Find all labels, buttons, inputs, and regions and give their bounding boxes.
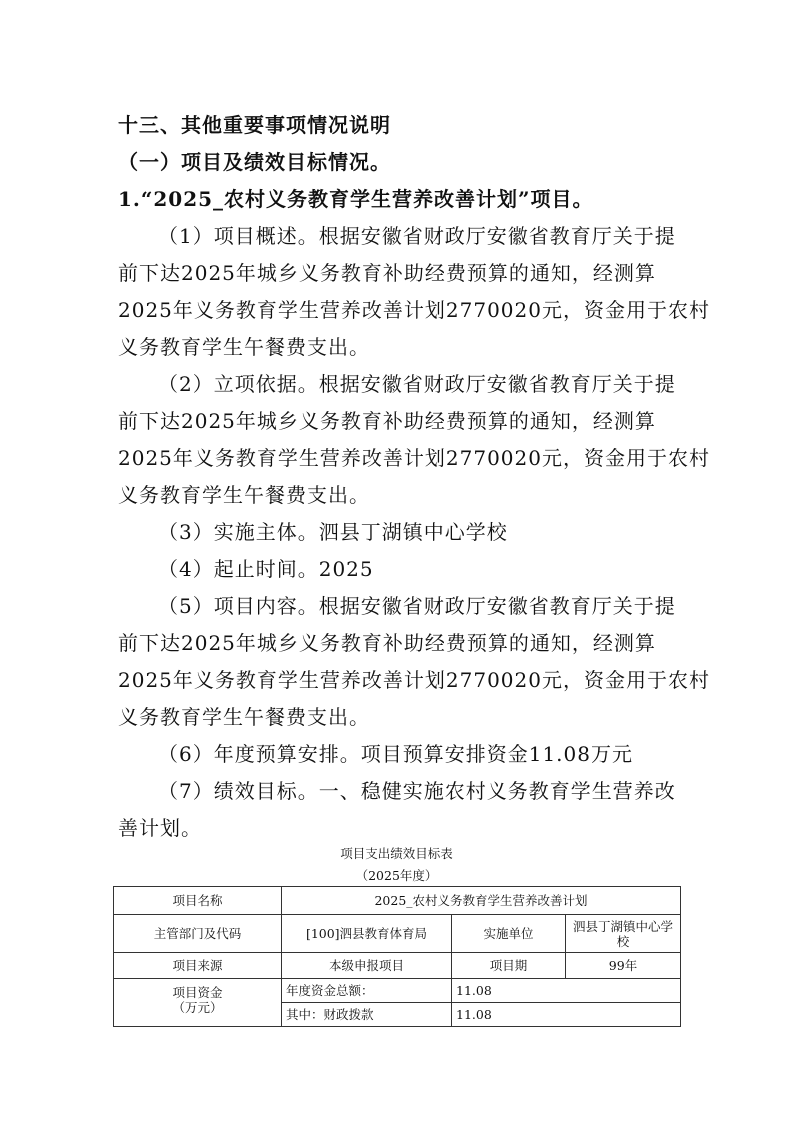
total-funds-label: 年度资金总额： [282,979,452,1003]
paragraph-basis-line: 2025年义务教育学生营养改善计划2770020元，资金用于农村 [118,446,710,470]
table-row [114,953,681,979]
table-row [114,887,681,915]
paragraph-overview-line: （1）项目概述。根据安徽省财政厅安徽省教育厅关于提 [158,224,676,248]
paragraph-content-line: 义务教育学生午餐费支出。 [118,705,370,729]
table-row [114,915,681,953]
department-label: 主管部门及代码 [114,915,282,953]
paragraph-budget: （6）年度预算安排。项目预算安排资金11.08万元 [158,742,633,766]
paragraph-period: （4）起止时间。2025 [158,557,374,581]
period-label: 项目期 [452,953,566,979]
paragraph-content-line: （5）项目内容。根据安徽省财政厅安徽省教育厅关于提 [158,594,676,618]
table-year: （2025年度） [355,868,438,883]
paragraph-goal-line: （7）绩效目标。一、稳健实施农村义务教育学生营养改 [158,779,676,803]
performance-table [113,886,681,1027]
paragraph-overview-line: 义务教育学生午餐费支出。 [118,335,370,359]
funds-label: 项目资金 （万元） [114,979,282,1027]
paragraph-goal-line: 善计划。 [118,816,202,840]
total-funds-value: 11.08 [452,979,681,1003]
project-title: 1.“2025_农村义务教育学生营养改善计划”项目。 [118,187,594,211]
project-name-value: 2025_农村义务教育学生营养改善计划 [282,887,681,915]
paragraph-content-line: 前下达2025年城乡义务教育补助经费预算的通知，经测算 [118,631,656,655]
source-label: 项目来源 [114,953,282,979]
table-row [114,979,681,1003]
fiscal-funds-value: 11.08 [452,1003,681,1027]
paragraph-content-line: 2025年义务教育学生营养改善计划2770020元，资金用于农村 [118,668,710,692]
period-value: 99年 [566,953,681,979]
table-title: 项目支出绩效目标表 [340,846,453,861]
page-cut-mask [113,1027,682,1122]
paragraph-overview-line: 2025年义务教育学生营养改善计划2770020元，资金用于农村 [118,298,710,322]
paragraph-basis-line: 义务教育学生午餐费支出。 [118,483,370,507]
subsection-title: （一）项目及绩效目标情况。 [118,150,391,174]
source-value: 本级申报项目 [282,953,452,979]
paragraph-overview-line: 前下达2025年城乡义务教育补助经费预算的通知，经测算 [118,261,656,285]
project-name-label: 项目名称 [114,887,282,915]
section-title: 十三、其他重要事项情况说明 [118,113,391,137]
department-value: [100]泗县教育体育局 [282,915,452,953]
fiscal-funds-label: 其中：财政拨款 [282,1003,452,1027]
implementer-label: 实施单位 [452,915,566,953]
paragraph-basis-line: 前下达2025年城乡义务教育补助经费预算的通知，经测算 [118,409,656,433]
implementer-value: 泗县丁湖镇中心学校 [566,915,681,953]
paragraph-basis-line: （2）立项依据。根据安徽省财政厅安徽省教育厅关于提 [158,372,676,396]
paragraph-implementer: （3）实施主体。泗县丁湖镇中心学校 [158,520,508,544]
